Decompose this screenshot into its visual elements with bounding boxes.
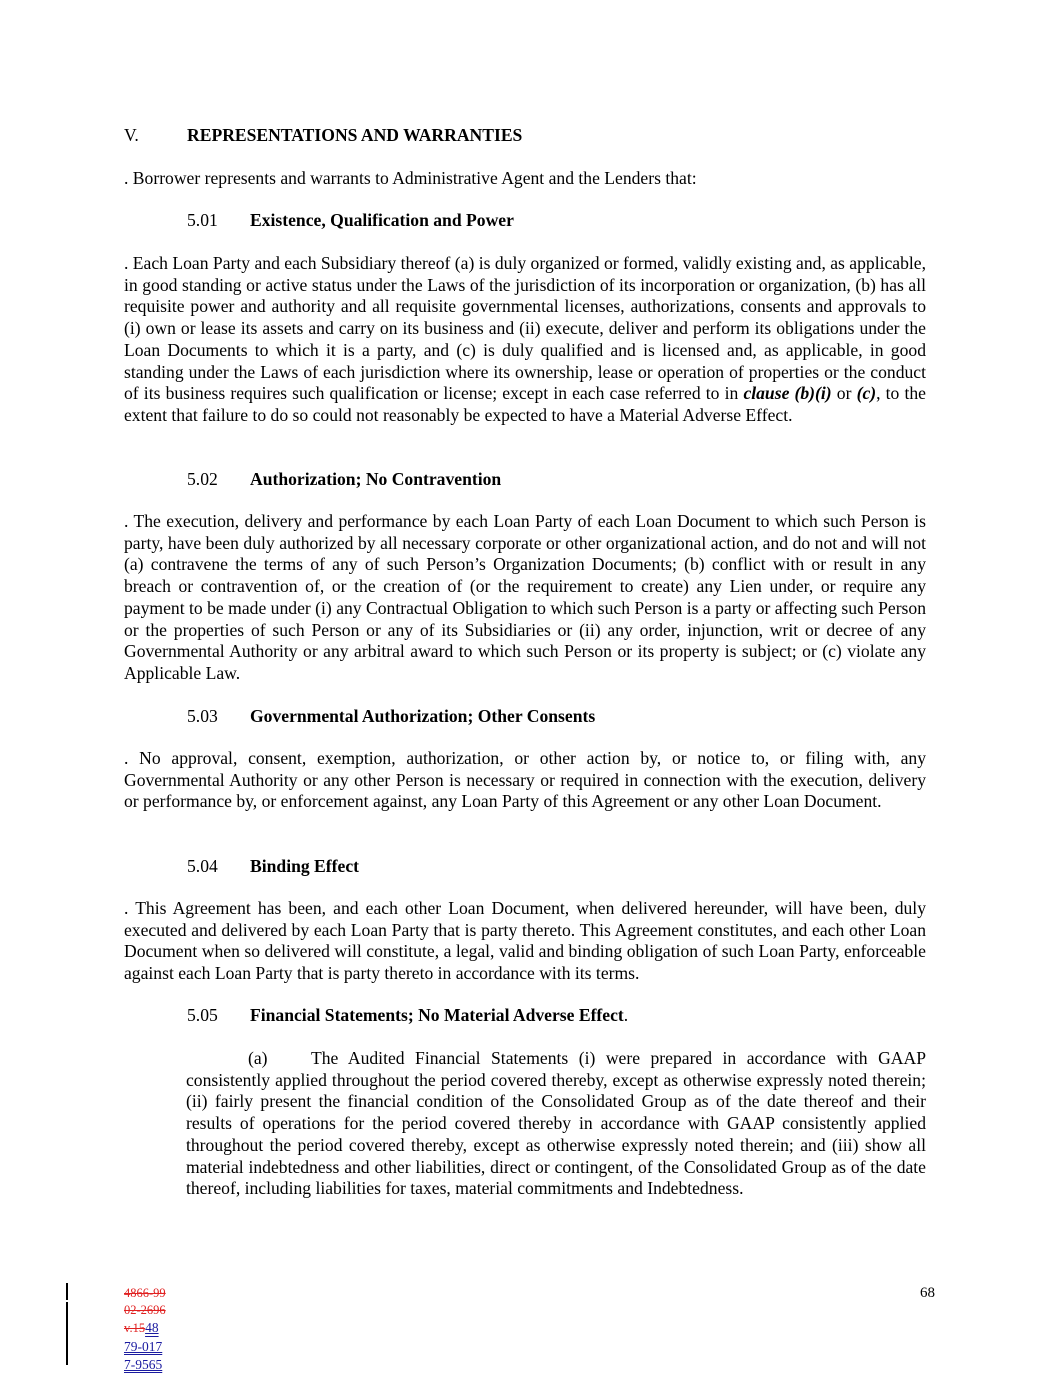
section-title-period: . bbox=[623, 1005, 629, 1025]
revision-change-bar bbox=[66, 1283, 68, 1300]
section-heading-5-05 bbox=[124, 1005, 926, 1027]
article-number: V. bbox=[124, 125, 139, 145]
clause-reference: clause (b)(i) bbox=[743, 383, 832, 404]
section-body-5-04: . This Agreement has been, and each other Loan Document, when delivered hereunder, will have been, duly executed and delivered by each Loan Party that is party thereto. This Agreement constitutes, and each other Loan Document when so delivered will constitute, a legal, valid and binding obligation of such Loan Party, enforceable against each Loan Party that is party thereto in accordance with its terms. bbox=[124, 898, 926, 984]
inserted-doc-id-text: 7-9565 bbox=[124, 1356, 163, 1372]
section-title: Existence, Qualification and Power bbox=[250, 210, 514, 230]
document-id-footer bbox=[124, 1285, 166, 1374]
revision-change-bar bbox=[66, 1302, 68, 1365]
section-number: 5.05 bbox=[187, 1005, 218, 1025]
section-heading-5-04 bbox=[124, 856, 926, 878]
body-text: . Each Loan Party and each Subsidiary thereof (a) is duly organized or formed, validly existing and, as applicable, in good standing or active status under the Laws of the jurisdiction of its incorporation or organization, (b) has all requisite power and authority and all requisite governmental licenses, authorizations, consents and approvals to (i) own or lease its assets and carry on its business and (ii) execute, deliver and perform its obligations under the Loan Documents to which it is a party, and (c) is duly qualified and is licensed and, as applicable, in good standing under the Laws of each jurisdiction where its ownership, lease or operation of properties or the conduct of its business requires such qualification or license; except in each case referred to in bbox=[124, 253, 926, 404]
article-heading bbox=[124, 125, 926, 147]
article-title: REPRESENTATIONS AND WARRANTIES bbox=[187, 125, 523, 145]
section-body-5-01 bbox=[124, 253, 926, 427]
deleted-doc-id-text: 02-2696 bbox=[124, 1303, 166, 1318]
section-number: 5.02 bbox=[187, 469, 218, 489]
section-number: 5.01 bbox=[187, 210, 218, 230]
page-number: 68 bbox=[920, 1285, 935, 1301]
section-title: Financial Statements; No Material Adverse Effect bbox=[250, 1005, 624, 1025]
deleted-doc-id-text: 4866-99 bbox=[124, 1286, 166, 1300]
body-text: , to the extent that failure to do so could not reasonably be expected to have a Material Adverse Effect. bbox=[124, 383, 926, 425]
section-title: Authorization; No Contravention bbox=[250, 469, 502, 489]
section-title: Governmental Authorization; Other Consents bbox=[250, 706, 596, 726]
subclause-5-05-a bbox=[186, 1048, 926, 1200]
article-intro: . Borrower represents and warrants to Administrative Agent and the Lenders that: bbox=[124, 168, 697, 188]
section-body-5-02: . The execution, delivery and performance by each Loan Party of each Loan Document to which such Person is party, have been duly authorized by all necessary corporate or other organizational action, and do not and will not (a) contravene the terms of any of such Person’s Organization Documents; (b) conflict with or result in any breach or contravention of, or the creation of (or the requirement to create) any Lien under, or require any payment to be made under (i) any Contractual Obligation to which such Person is a party or affecting such Person or the properties of such Person or any of its Subsidiaries or (ii) any order, injunction, writ or decree of any Governmental Authority or any arbitral award to which such Person or its property is subject; or (c) violate any Applicable Law. bbox=[124, 511, 926, 683]
inserted-doc-id-text: 48 bbox=[145, 1320, 159, 1336]
deleted-doc-id-text: v.15 bbox=[124, 1321, 146, 1336]
section-number: 5.04 bbox=[187, 856, 218, 876]
section-title: Binding Effect bbox=[250, 856, 359, 876]
section-heading-5-01 bbox=[124, 210, 926, 232]
inserted-doc-id-text: 79-017 bbox=[124, 1338, 163, 1354]
subclause-body: The Audited Financial Statements (i) were prepared in accordance with GAAP consistently applied throughout the period covered thereby, except as otherwise expressly noted therein; (ii) fairly present the financial condition of the Consolidated Group as of the date thereof and their results of operations for the period covered thereby in accordance with GAAP consistently applied throughout the period covered thereby, except as otherwise expressly noted therein; and (iii) show all material indebtedness and other liabilities, direct or contingent, of the Consolidated Group as of the date thereof, including liabilities for taxes, material commitments and Indebtedness. bbox=[186, 1048, 926, 1199]
section-heading-5-02 bbox=[124, 469, 926, 491]
clause-reference: (c) bbox=[856, 383, 877, 404]
body-text: or bbox=[831, 383, 857, 404]
section-heading-5-03 bbox=[124, 706, 926, 728]
section-number: 5.03 bbox=[187, 706, 218, 726]
section-body-5-03: . No approval, consent, exemption, authorization, or other action by, or notice to, or filing with, any Governmental Authority or any other Person is necessary or required in connection with the execution, delivery or performance by, or enforcement against, any Loan Party of this Agreement or any other Loan Document. bbox=[124, 748, 926, 812]
subclause-label: (a) bbox=[248, 1048, 268, 1068]
